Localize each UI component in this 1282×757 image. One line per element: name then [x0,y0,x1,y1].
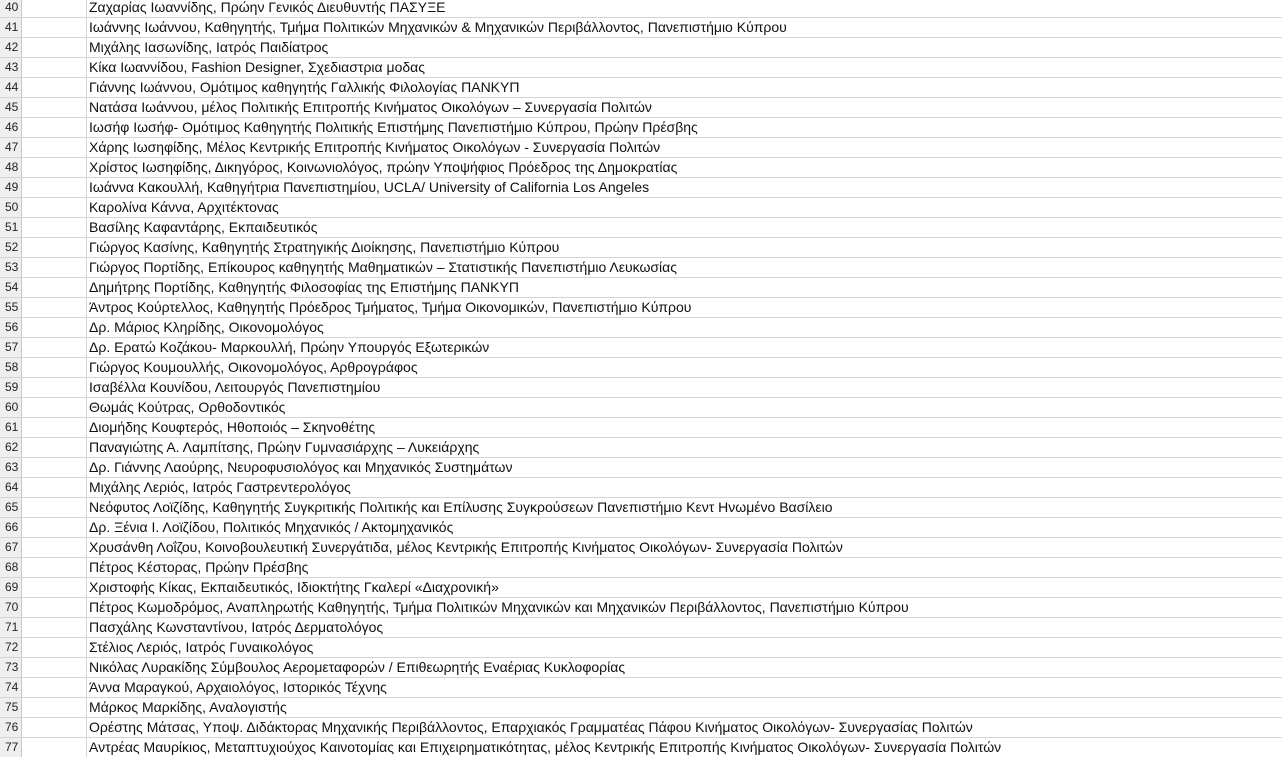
table-row [0,378,1282,398]
cell-column-b[interactable]: Ζαχαρίας Ιωαννίδης, Πρώην Γενικός Διευθυντής ΠΑΣΥΞΕ [89,0,446,15]
row-number-header[interactable]: 63 [0,458,22,477]
row-number-header[interactable]: 75 [0,698,22,717]
cell-column-b[interactable]: Πασχάλης Κωνσταντίνου, Ιατρός Δερματολόγος [89,619,384,635]
row-number-header[interactable]: 51 [0,218,22,237]
row-number-header[interactable]: 68 [0,558,22,577]
row-number-header[interactable]: 42 [0,38,22,57]
cell-column-b[interactable]: Δρ. Ερατώ Κοζάκου- Μαρκουλλή, Πρώην Υπουργός Εξωτερικών [89,339,490,355]
cell-column-b[interactable]: Ιωάννα Κακουλλή, Καθηγήτρια Πανεπιστημίου, UCLA/ University of California Los Angeles [89,179,650,195]
row-number-header[interactable]: 65 [0,498,22,517]
table-row [0,58,1282,78]
cell-column-a[interactable] [22,338,87,357]
row-number-header[interactable]: 58 [0,358,22,377]
cell-column-b[interactable]: Στέλιος Λεριός, Ιατρός Γυναικολόγος [89,639,314,655]
cell-column-b[interactable]: Γιάννης Ιωάννου, Ομότιμος καθηγητής Γαλλικής Φιλολογίας ΠΑΝΚΥΠ [89,79,520,95]
table-row [0,658,1282,678]
row-number-header[interactable]: 41 [0,18,22,37]
row-number-header[interactable]: 73 [0,658,22,677]
row-number-header[interactable]: 54 [0,278,22,297]
row-number-header[interactable]: 44 [0,78,22,97]
row-number-header[interactable]: 76 [0,718,22,737]
cell-column-b[interactable]: Χριστοφής Κίκας, Εκπαιδευτικός, Ιδιοκτήτης Γκαλερί «Διαχρονική» [89,579,499,595]
table-row [0,338,1282,358]
table-row [0,358,1282,378]
cell-column-a[interactable] [22,698,87,717]
row-number-header[interactable]: 77 [0,738,22,757]
cell-column-b[interactable]: Ισαβέλλα Κουνίδου, Λειτουργός Πανεπιστημίου [89,379,381,395]
table-row [0,438,1282,458]
cell-column-a[interactable] [22,58,87,77]
row-number-header[interactable]: 67 [0,538,22,557]
table-row [0,578,1282,598]
row-number-header[interactable]: 50 [0,198,22,217]
cell-column-a[interactable] [22,658,87,677]
row-number-header[interactable]: 48 [0,158,22,177]
cell-column-b[interactable]: Αντρέας Μαυρίκιος, Μεταπτυχιούχος Καινοτομίας και Επιχειρηματικότητας, μέλος Κεντρικής Επιτροπής Κινήματος Οικολόγων- Συνεργασία Πολιτών [89,739,1002,755]
row-number-header[interactable]: 61 [0,418,22,437]
cell-column-a[interactable] [22,278,87,297]
table-row [0,0,1282,18]
table-row [0,258,1282,278]
table-row [0,218,1282,238]
row-number-header[interactable]: 53 [0,258,22,277]
table-row [0,78,1282,98]
row-number-header[interactable]: 43 [0,58,22,77]
cell-column-b[interactable]: Πέτρος Κωμοδρόμος, Αναπληρωτής Καθηγητής, Τμήμα Πολιτικών Μηχανικών και Μηχανικών Περιβάλλοντος, Πανεπιστήμιο Κύπρου [89,599,909,615]
row-number-header[interactable]: 55 [0,298,22,317]
cell-column-b[interactable]: Νεόφυτος Λοϊζίδης, Καθηγητής Συγκριτικής Πολιτικής και Επίλυσης Συγκρούσεων Πανεπιστήμιο Κεντ Ηνωμένο Βασίλειο [89,499,833,515]
table-row [0,118,1282,138]
table-row [0,298,1282,318]
table-row [0,598,1282,618]
table-row [0,138,1282,158]
cell-column-b[interactable]: Παναγιώτης Α. Λαμπίτσης, Πρώην Γυμνασιάρχης – Λυκειάρχης [89,439,480,455]
cell-column-b[interactable]: Διομήδης Κουφτερός, Ηθοποιός – Σκηνοθέτης [89,419,376,435]
row-number-header[interactable]: 69 [0,578,22,597]
cell-column-a[interactable] [22,258,87,277]
row-number-header[interactable]: 49 [0,178,22,197]
table-row [0,618,1282,638]
cell-column-b[interactable]: Ορέστης Μάτσας, Υποψ. Διδάκτορας Μηχανικής Περιβάλλοντος, Επαρχιακός Γραμματέας Πάφου Κινήματος Οικολόγων- Συνεργασίας Πολιτών [89,719,973,735]
table-row [0,178,1282,198]
cell-column-b[interactable]: Δημήτρης Πορτίδης, Καθηγητής Φιλοσοφίας της Επιστήμης ΠΑΝΚΥΠ [89,279,519,295]
row-number-header[interactable]: 59 [0,378,22,397]
cell-column-a[interactable] [22,438,87,457]
cell-column-a[interactable] [22,458,87,477]
cell-column-b[interactable]: Άντρος Κούρτελλος, Καθηγητής Πρόεδρος Τμήματος, Τμήμα Οικονομικών, Πανεπιστήμιο Κύπρου [89,299,692,315]
cell-column-a[interactable] [22,298,87,317]
cell-column-a[interactable] [22,578,87,597]
table-row [0,398,1282,418]
cell-column-a[interactable] [22,238,87,257]
table-row [0,518,1282,538]
cell-column-b[interactable]: Χρίστος Ιωσηφίδης, Δικηγόρος, Κοινωνιολόγος, πρώην Υποψήφιος Πρόεδρος της Δημοκρατίας [89,159,678,175]
table-row [0,738,1282,757]
cell-column-a[interactable] [22,618,87,637]
table-row [0,18,1282,38]
cell-column-a[interactable] [22,118,87,137]
cell-column-b[interactable]: Γιώργος Πορτίδης, Επίκουρος καθηγητής Μαθηματικών – Στατιστικής Πανεπιστήμιο Λευκωσίας [89,259,678,275]
table-row [0,638,1282,658]
cell-column-b[interactable]: Μιχάλης Ιασωνίδης, Ιατρός Παιδίατρος [89,39,329,55]
row-number-header[interactable]: 66 [0,518,22,537]
cell-column-a[interactable] [22,738,87,757]
row-number-header[interactable]: 52 [0,238,22,257]
row-number-header[interactable]: 40 [0,0,22,17]
cell-column-b[interactable]: Δρ. Γιάννης Λαούρης, Νευροφυσιολόγος και Μηχανικός Συστημάτων [89,459,513,475]
table-row [0,418,1282,438]
cell-column-b[interactable]: Δρ. Ξένια Ι. Λοϊζίδου, Πολιτικός Μηχανικός / Ακτομηχανικός [89,519,454,535]
cell-column-a[interactable] [22,158,87,177]
cell-column-a[interactable] [22,0,87,17]
cell-column-b[interactable]: Ιωσήφ Ιωσήφ- Ομότιμος Καθηγητής Πολιτικής Επιστήμης Πανεπιστήμιο Κύπρου, Πρώην Πρέσβης [89,119,698,135]
table-row [0,718,1282,738]
cell-column-a[interactable] [22,678,87,697]
cell-column-a[interactable] [22,418,87,437]
cell-column-b[interactable]: Χάρης Ιωσηφίδης, Μέλος Κεντρικής Επιτροπής Κινήματος Οικολόγων - Συνεργασία Πολιτών [89,139,661,155]
cell-column-b[interactable]: Μιχάλης Λεριός, Ιατρός Γαστρεντερολόγος [89,479,351,495]
cell-column-b[interactable]: Γιώργος Κουμουλλής, Οικονομολόγος, Αρθρογράφος [89,359,418,375]
cell-column-b[interactable]: Γιώργος Κασίνης, Καθηγητής Στρατηγικής Διοίκησης, Πανεπιστήμιο Κύπρου [89,239,560,255]
row-number-header[interactable]: 64 [0,478,22,497]
cell-column-a[interactable] [22,18,87,37]
row-number-header[interactable]: 71 [0,618,22,637]
table-row [0,458,1282,478]
table-row [0,538,1282,558]
cell-column-a[interactable] [22,98,87,117]
table-row [0,198,1282,218]
cell-column-a[interactable] [22,538,87,557]
cell-column-a[interactable] [22,178,87,197]
row-number-header[interactable]: 56 [0,318,22,337]
cell-column-a[interactable] [22,318,87,337]
row-number-header[interactable]: 45 [0,98,22,117]
cell-column-a[interactable] [22,198,87,217]
table-row [0,98,1282,118]
cell-column-b[interactable]: Ιωάννης Ιωάννου, Καθηγητής, Τμήμα Πολιτικών Μηχανικών & Μηχανικών Περιβάλλοντος, Πανεπιστήμιο Κύπρου [89,19,787,35]
table-row [0,158,1282,178]
cell-column-a[interactable] [22,398,87,417]
cell-column-a[interactable] [22,138,87,157]
cell-column-a[interactable] [22,518,87,537]
row-number-header[interactable]: 46 [0,118,22,137]
table-row [0,38,1282,58]
cell-column-b[interactable]: Μάρκος Μαρκίδης, Αναλογιστής [89,699,287,715]
cell-column-b[interactable]: Βασίλης Καφαντάρης, Εκπαιδευτικός [89,219,318,235]
row-number-header[interactable]: 74 [0,678,22,697]
row-number-header[interactable]: 57 [0,338,22,357]
table-row [0,318,1282,338]
cell-column-b[interactable]: Κίκα Ιωαννίδου, Fashion Designer, Σχεδιαστρια μοδας [89,59,425,75]
cell-column-a[interactable] [22,478,87,497]
row-number-header[interactable]: 62 [0,438,22,457]
cell-column-b[interactable]: Καρολίνα Κάννα, Αρχιτέκτονας [89,199,279,215]
row-number-header[interactable]: 47 [0,138,22,157]
cell-column-a[interactable] [22,218,87,237]
table-row [0,558,1282,578]
table-row [0,278,1282,298]
cell-column-b[interactable]: Νατάσα Ιωάννου, μέλος Πολιτικής Επιτροπής Κινήματος Οικολόγων – Συνεργασία Πολιτών [89,99,652,115]
cell-column-b[interactable]: Νικόλας Λυρακίδης Σύμβουλος Αερομεταφορών / Επιθεωρητής Εναέριας Κυκλοφορίας [89,659,626,675]
cell-column-b[interactable]: Θωμάς Κούτρας, Ορθοδοντικός [89,399,286,415]
table-row [0,238,1282,258]
cell-column-b[interactable]: Άννα Μαραγκού, Αρχαιολόγος, Ιστορικός Τέχνης [89,679,387,695]
cell-column-b[interactable]: Δρ. Μάριος Κληρίδης, Οικονομολόγος [89,319,324,335]
cell-column-a[interactable] [22,638,87,657]
cell-column-a[interactable] [22,598,87,617]
cell-column-a[interactable] [22,378,87,397]
cell-column-a[interactable] [22,358,87,377]
row-number-header[interactable]: 60 [0,398,22,417]
cell-column-a[interactable] [22,718,87,737]
cell-column-a[interactable] [22,558,87,577]
table-row [0,478,1282,498]
table-row [0,678,1282,698]
row-number-header[interactable]: 70 [0,598,22,617]
cell-column-a[interactable] [22,38,87,57]
cell-column-a[interactable] [22,498,87,517]
table-row [0,698,1282,718]
cell-column-a[interactable] [22,78,87,97]
table-row [0,498,1282,518]
cell-column-b[interactable]: Χρυσάνθη Λοΐζου, Κοινοβουλευτική Συνεργάτιδα, μέλος Κεντρικής Επιτροπής Κινήματος Οικολόγων- Συνεργασία Πολιτών [89,539,843,555]
row-number-header[interactable]: 72 [0,638,22,657]
cell-column-b[interactable]: Πέτρος Κέστορας, Πρώην Πρέσβης [89,559,309,575]
